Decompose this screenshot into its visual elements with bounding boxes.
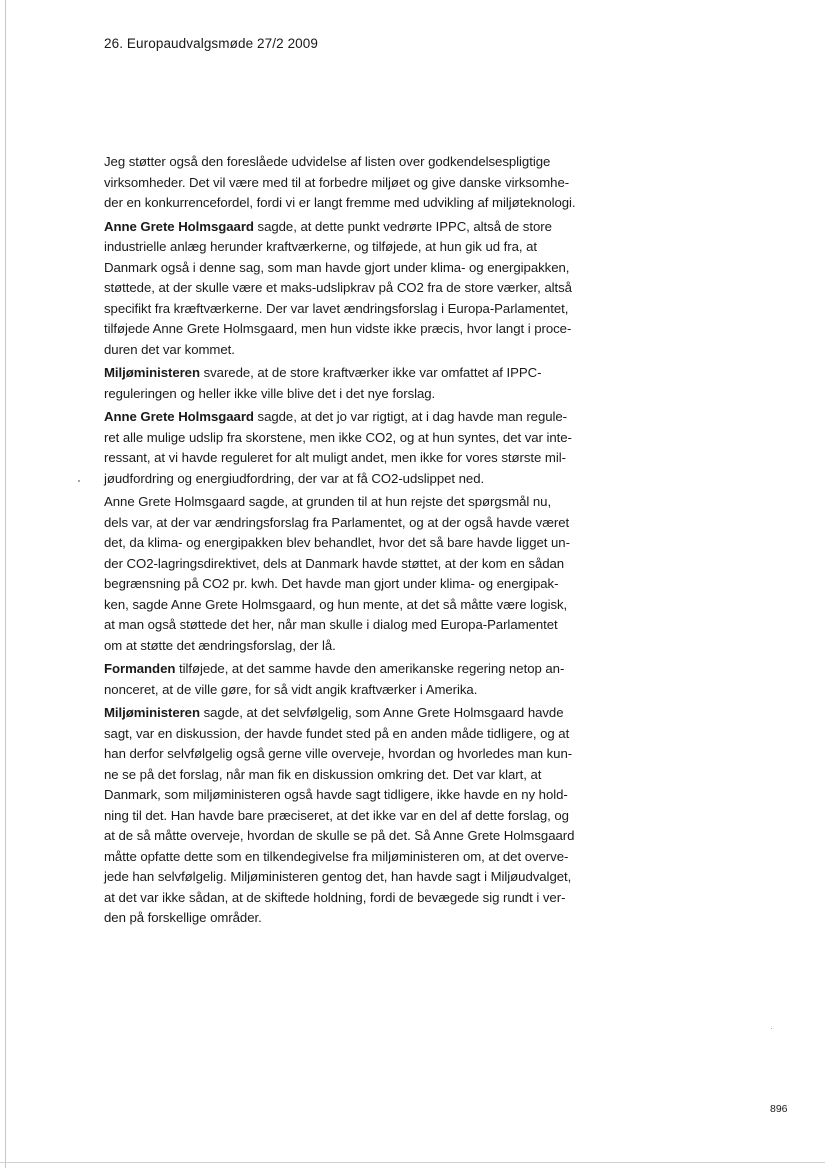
speaker-name: Miljøministeren [104,365,200,380]
document-body [104,152,582,932]
text-line: at de så måtte overveje, hvordan de skulle se på det. Så Anne Grete Holmsgaard [104,828,575,843]
text-line: sagde, at dette punkt vedrørte IPPC, altså de store [253,218,552,234]
text-line: Anne Grete Holmsgaard sagde, at grunden til at hun rejste det spørgsmål nu, [104,494,552,509]
text-line: reguleringen og heller ikke ville blive det i det nye forslag. [104,385,436,401]
text-line: ne se på det forslag, når man fik en diskussion omkring det. Det var klart, at [104,766,542,782]
speaker-name: Miljøministeren [104,705,200,720]
scan-speck [78,480,80,482]
text-line: begrænsning på CO2 pr. kwh. Det havde man gjort under klima- og energipak- [104,576,559,591]
text-line: specifikt fra kræftværkerne. Der var lavet ændringsforslag i Europa-Parlamentet, [104,300,569,316]
page-edge-bottom [0,1162,825,1163]
paragraph [104,152,582,214]
text-line: tilføjede, at det samme havde den amerikanske regering netop an- [175,661,565,676]
text-line: ret alle mulige udslip fra skorstene, men ikke CO2, og at hun syntes, det var inte- [104,429,572,445]
text-line: jøudfordring og energiudfordring, der var at få CO2-udslippet ned. [104,470,485,486]
text-line: ning til det. Han havde bare præciseret, at det ikke var en del af dette forslag, og [104,807,569,823]
text-line: støttede, at der skulle være et maks-udslipkrav på CO2 fra de store værker, altså [104,280,572,295]
text-line: Danmark også i denne sag, som man havde gjort under klima- og energipakken, [104,259,570,275]
page-number: 896 [770,1103,788,1115]
text-line: nonceret, at de ville gøre, for så vidt angik kraftværker i Amerika. [104,681,478,697]
text-line: virksomheder. Det vil være med til at forbedre miljøet og give danske virksomhe- [104,174,570,190]
paragraph [104,659,582,700]
text-line: der CO2-lagringsdirektivet, dels at Danmark havde støttet, at der kom en sådan [104,555,565,571]
paragraph [104,217,582,361]
text-line: sagt, var en diskussion, der havde fundet sted på en anden måde tidligere, og at [104,725,570,741]
text-line: det, da klima- og energipakken blev behandlet, hvor det så bare havde ligget un- [104,535,570,550]
text-line: jede han selvfølgelig. Miljøministeren gentog det, han havde sagt i Miljøudvalget, [104,869,572,884]
paragraph [104,703,582,929]
speaker-name: Anne Grete Holmsgaard [104,218,254,234]
text-line: han derfor selvfølgelig også gerne ville overveje, hvordan og hvorledes man kun- [104,746,573,761]
speaker-name: Formanden [104,661,176,676]
text-line: Jeg støtter også den foreslåede udvidelse af listen over godkendelsespligtige [104,154,551,169]
text-line: sagde, at det selvfølgelig, som Anne Grete Holmsgaard havde [199,705,564,720]
paragraph [104,363,582,404]
text-line: dels var, at der var ændringsforslag fra Parlamentet, og at der også havde været [104,514,570,530]
text-line: at man også støttede det her, når man skulle i dialog med Europa-Parlamentet [104,617,558,632]
text-line: at det var ikke sådan, at de skiftede holdning, fordi de bevægede sig rundt i ver- [104,889,566,905]
text-line: svarede, at de store kraftværker ikke var omfattet af IPPC- [199,365,542,380]
page-edge-left [5,0,6,1168]
text-line: om at støtte det ændringsforslag, der lå. [104,637,336,653]
text-line: ken, sagde Anne Grete Holmsgaard, og hun mente, at det så måtte være logisk, [104,596,568,612]
page-header: 26. Europaudvalgsmøde 27/2 2009 [104,36,318,51]
scan-speck [771,1028,772,1029]
paragraph [104,492,582,656]
text-line: industrielle anlæg herunder kraftværkerne, og tilføjede, at hun gik ud fra, at [104,239,537,254]
text-line: ressant, at vi havde reguleret for alt muligt andet, men ikke for vores største mil- [104,450,566,465]
text-line: duren det var kommet. [104,341,235,357]
text-line: der en konkurrencefordel, fordi vi er langt fremme med udvikling af miljøteknologi. [104,195,576,210]
speaker-name: Anne Grete Holmsgaard [104,409,254,424]
text-line: sagde, at det jo var rigtigt, at i dag havde man regule- [253,409,568,424]
text-line: Danmark, som miljøministeren også havde sagt tidligere, ikke havde en ny hold- [104,787,568,802]
text-line: den på forskellige områder. [104,910,262,925]
text-line: måtte opfatte dette som en tilkendegivelse fra miljøministeren om, at det overve- [104,848,569,864]
paragraph [104,407,582,489]
text-line: tilføjede Anne Grete Holmsgaard, men hun vidste ikke præcis, hvor langt i proce- [104,321,572,336]
